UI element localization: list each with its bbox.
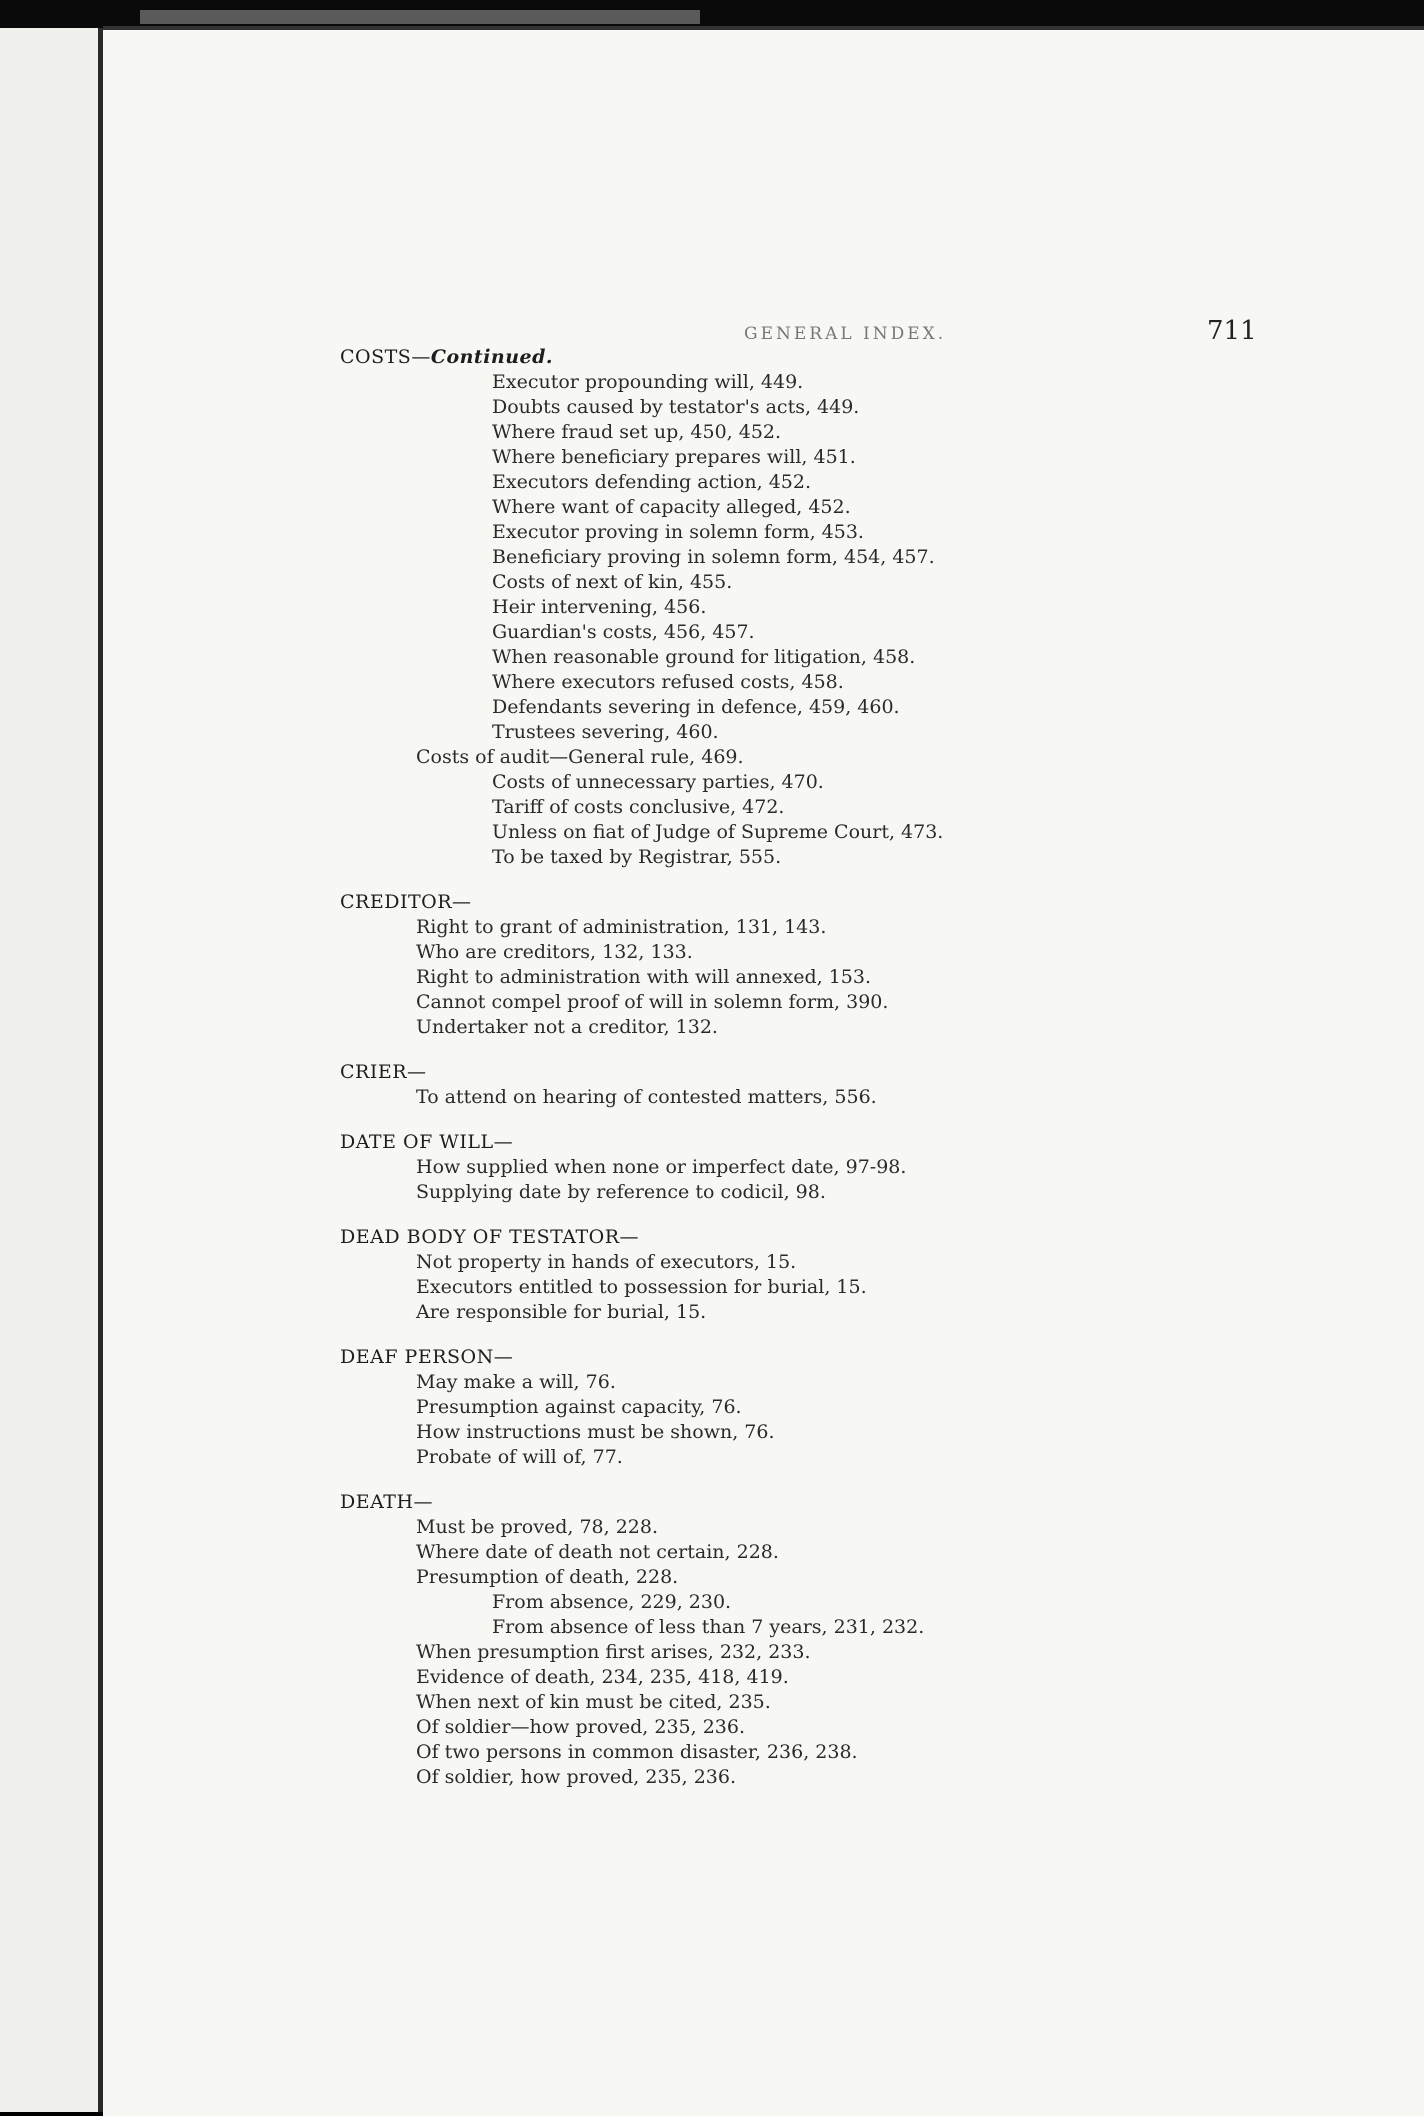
index-entry: To attend on hearing of contested matters, 556. — [416, 1086, 877, 1108]
page-number: 711 — [1207, 316, 1257, 346]
index-subentry: Costs of next of kin, 455. — [492, 571, 733, 593]
index-heading-text: DEAF PERSON— — [340, 1346, 514, 1368]
index-subentry: Beneficiary proving in solemn form, 454, 457. — [492, 546, 935, 568]
index-subentry: Executor propounding will, 449. — [492, 371, 804, 393]
index-subentry: Unless on fiat of Judge of Supreme Court, 473. — [492, 821, 944, 843]
index-entry: Probate of will of, 77. — [416, 1446, 623, 1468]
index-group — [340, 1345, 1240, 1470]
index-entry: Cannot compel proof of will in solemn form, 390. — [416, 991, 889, 1013]
index-heading — [340, 345, 1240, 370]
index-entry: Not property in hands of executors, 15. — [416, 1251, 797, 1273]
index-heading-text: CRIER— — [340, 1061, 427, 1083]
index-entry: Executors entitled to possession for burial, 15. — [416, 1276, 867, 1298]
index-entry: Presumption against capacity, 76. — [416, 1396, 742, 1418]
index-subentry: Guardian's costs, 456, 457. — [492, 621, 755, 643]
index-entry: Presumption of death, 228. — [416, 1566, 679, 1588]
index-entry: Where date of death not certain, 228. — [416, 1541, 779, 1563]
index-entry: When next of kin must be cited, 235. — [416, 1691, 771, 1713]
index-subentry: Trustees severing, 460. — [492, 721, 719, 743]
index-subentry: Defendants severing in defence, 459, 460. — [492, 696, 900, 718]
index-group — [340, 890, 1240, 1040]
index-entry: Who are creditors, 132, 133. — [416, 941, 693, 963]
index-heading-text: DEAD BODY OF TESTATOR— — [340, 1226, 640, 1248]
index-entry: Are responsible for burial, 15. — [416, 1301, 707, 1323]
index-group — [340, 1225, 1240, 1325]
index-subentry: From absence, 229, 230. — [492, 1591, 732, 1613]
index-entries — [340, 345, 1240, 1810]
index-heading — [340, 1130, 1240, 1155]
index-heading — [340, 1345, 1240, 1370]
index-heading — [340, 1060, 1240, 1085]
index-entry: Evidence of death, 234, 235, 418, 419. — [416, 1666, 789, 1688]
index-heading-continued: Continued. — [430, 346, 554, 368]
index-entry: Right to grant of administration, 131, 143. — [416, 916, 827, 938]
index-subentry: Where fraud set up, 450, 452. — [492, 421, 782, 443]
index-group — [340, 345, 1240, 870]
index-heading — [340, 1490, 1240, 1515]
index-subentry: Where executors refused costs, 458. — [492, 671, 844, 693]
index-subentry: To be taxed by Registrar, 555. — [492, 846, 782, 868]
index-subentry: Executor proving in solemn form, 453. — [492, 521, 864, 543]
index-entry: May make a will, 76. — [416, 1371, 616, 1393]
index-subentry: Doubts caused by testator's acts, 449. — [492, 396, 860, 418]
index-subentry: Heir intervening, 456. — [492, 596, 707, 618]
index-group — [340, 1490, 1240, 1790]
index-subentry: Where want of capacity alleged, 452. — [492, 496, 851, 518]
index-heading-text: DEATH— — [340, 1491, 434, 1513]
index-subentry: Executors defending action, 452. — [492, 471, 811, 493]
index-heading — [340, 1225, 1240, 1250]
index-entry: How supplied when none or imperfect date, 97-98. — [416, 1156, 907, 1178]
index-entry: How instructions must be shown, 76. — [416, 1421, 775, 1443]
index-entry: Costs of audit—General rule, 469. — [416, 746, 744, 768]
index-heading — [340, 890, 1240, 915]
index-entry: Of two persons in common disaster, 236, 238. — [416, 1741, 858, 1763]
index-subentry: From absence of less than 7 years, 231, 232. — [492, 1616, 925, 1638]
index-subentry: Where beneficiary prepares will, 451. — [492, 446, 856, 468]
index-group — [340, 1130, 1240, 1205]
index-heading-text: DATE OF WILL— — [340, 1131, 514, 1153]
index-subentry: Costs of unnecessary parties, 470. — [492, 771, 824, 793]
index-heading-text: COSTS— — [340, 346, 431, 368]
index-entry: When presumption first arises, 232, 233. — [416, 1641, 811, 1663]
facing-page-edge — [0, 28, 103, 2112]
index-entry: Of soldier—how proved, 235, 236. — [416, 1716, 746, 1738]
top-edge-highlight — [140, 10, 700, 24]
index-group — [340, 1060, 1240, 1110]
index-entry: Supplying date by reference to codicil, 98. — [416, 1181, 826, 1203]
index-entry: Must be proved, 78, 228. — [416, 1516, 659, 1538]
index-entry: Right to administration with will annexed, 153. — [416, 966, 872, 988]
index-subentry: Tariff of costs conclusive, 472. — [492, 796, 785, 818]
index-heading-text: CREDITOR— — [340, 891, 472, 913]
index-entry: Undertaker not a creditor, 132. — [416, 1016, 718, 1038]
running-head: GENERAL INDEX. — [744, 324, 947, 344]
index-entry: Of soldier, how proved, 235, 236. — [416, 1766, 737, 1788]
index-subentry: When reasonable ground for litigation, 458. — [492, 646, 916, 668]
